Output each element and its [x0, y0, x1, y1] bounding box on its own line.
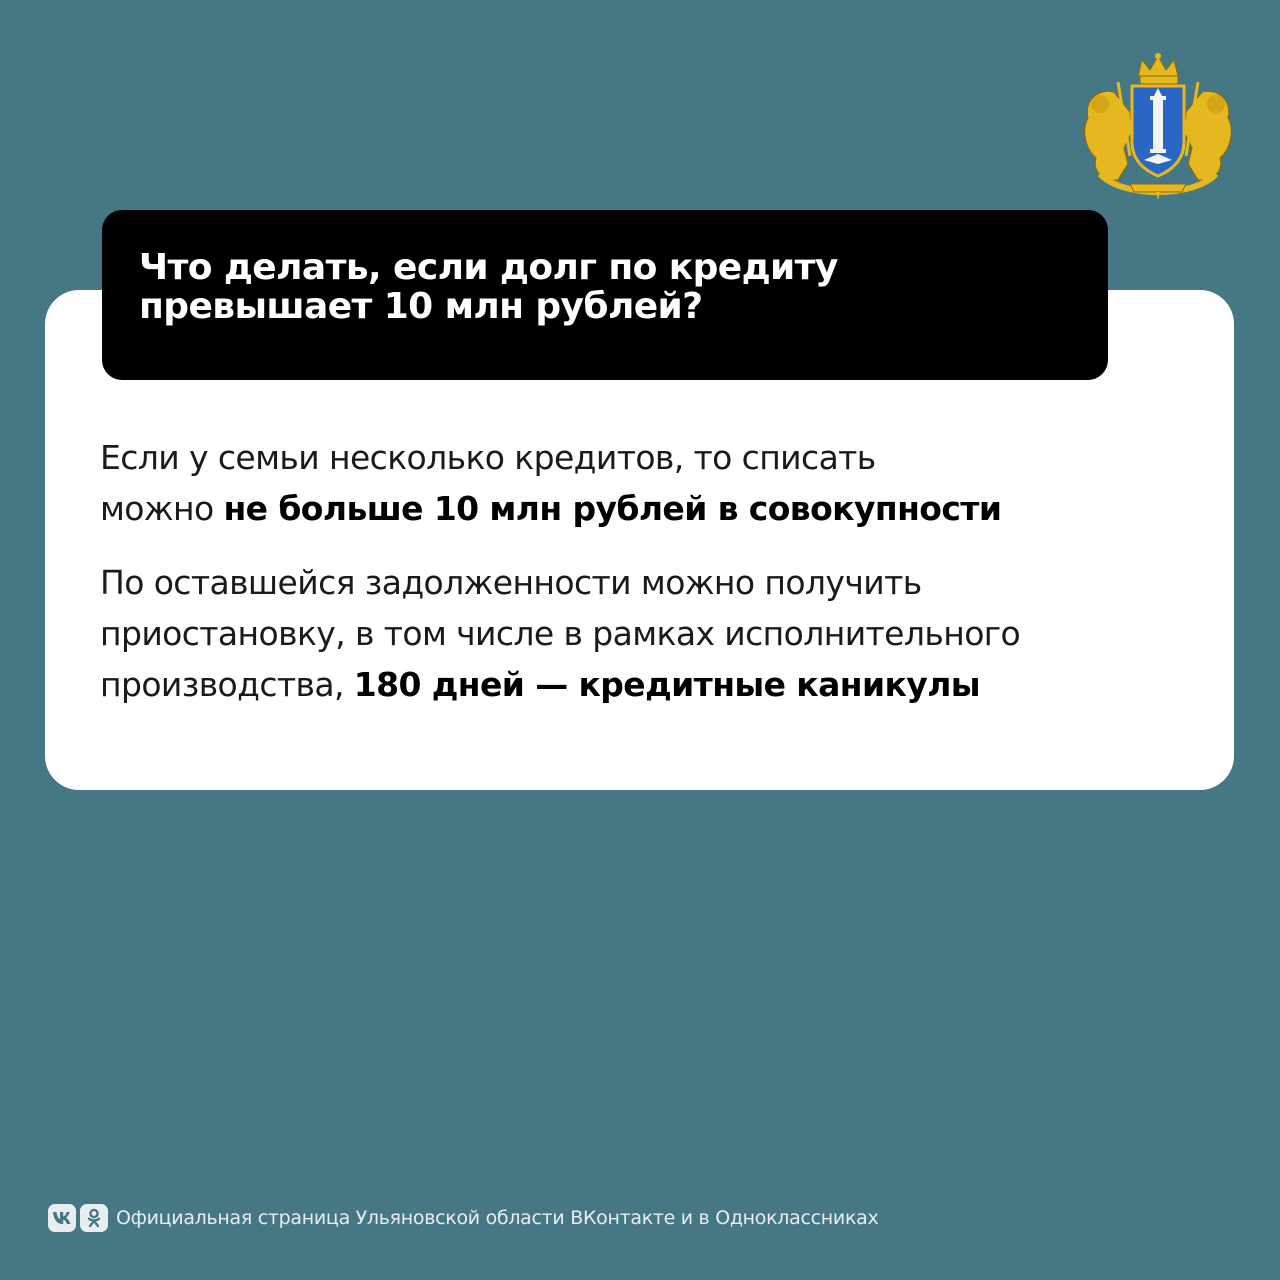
paragraph-1-line-2 [100, 483, 1001, 534]
paragraph-2-line-1: По оставшейся задолженности можно получить [100, 563, 922, 602]
odnoklassniki-icon[interactable] [80, 1204, 108, 1232]
paragraph-2 [100, 557, 1020, 710]
title-box [102, 210, 1108, 380]
paragraph-2-line-2: приостановку, в том числе в рамках исполнительного [100, 614, 1021, 653]
paragraph-1-emphasis: не больше 10 млн рублей в совокупности [223, 489, 1002, 528]
footer-text: Официальная страница Ульяновской области ВКонтакте и в Одноклассниках [116, 1207, 879, 1229]
vk-icon[interactable] [48, 1204, 76, 1232]
crown-icon [1138, 53, 1178, 84]
paragraph-2-line-3-text: производства, [100, 665, 354, 704]
title-line-2: превышает 10 млн рублей? [139, 286, 703, 327]
paragraph-1-line-2-text: можно [100, 489, 224, 528]
ribbon-icon [1130, 184, 1186, 192]
paragraph-2-emphasis: 180 дней — кредитные каникулы [353, 665, 981, 704]
footer [48, 1204, 878, 1232]
paragraph-2-line-3 [100, 659, 1020, 710]
paragraph-1-line-1: Если у семьи несколько кредитов, то списать [100, 438, 876, 477]
coat-of-arms-icon [1078, 52, 1238, 202]
paragraph-1 [100, 432, 1001, 534]
title-line-1: Что делать, если долг по кредиту [139, 247, 838, 288]
